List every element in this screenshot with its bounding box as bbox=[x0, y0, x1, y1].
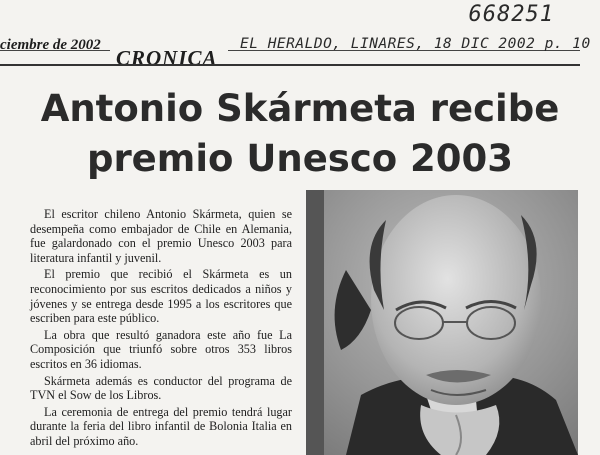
portrait-image bbox=[306, 190, 578, 455]
article-paragraph: Skármeta además es conductor del programa de TVN el Sow de los Libros. bbox=[30, 373, 292, 403]
author-portrait-photo bbox=[306, 190, 578, 455]
article-paragraph: La ceremonia de entrega del premio tendrá lugar durante la feria del libro infantil de Bolonia Italia en abril del próximo año. bbox=[30, 404, 292, 448]
article-paragraph: El premio que recibió el Skármeta es un reconocimiento por sus escritos dedicados a niños y jóvenes y se entrega desde 1995 a los escritores que escriben para este público. bbox=[30, 267, 292, 326]
headline bbox=[0, 84, 600, 184]
headline-line-1: Antonio Skármeta recibe bbox=[40, 87, 560, 130]
issue-date: ciembre de 2002 bbox=[0, 37, 101, 53]
header-divider bbox=[0, 64, 580, 66]
section-label: CRONICA bbox=[116, 46, 218, 70]
article-body bbox=[30, 207, 292, 451]
article-paragraph: La obra que resultó ganadora este año fue La Composición que triunfó sobre otros 353 libros escritos en 36 idiomas. bbox=[30, 327, 292, 371]
article-paragraph: El escritor chileno Antonio Skármeta, quien se desempeña como embajador de Chile en Alemania, fue galardonado con el premio Unesco 2003 para literatura infantil y juvenil. bbox=[30, 207, 292, 265]
headline-line-2: premio Unesco 2003 bbox=[86, 137, 514, 180]
archive-number: 668251 bbox=[468, 2, 554, 27]
handwritten-source-note: EL HERALDO, LINARES, 18 DIC 2002 p. 10 bbox=[240, 36, 591, 52]
